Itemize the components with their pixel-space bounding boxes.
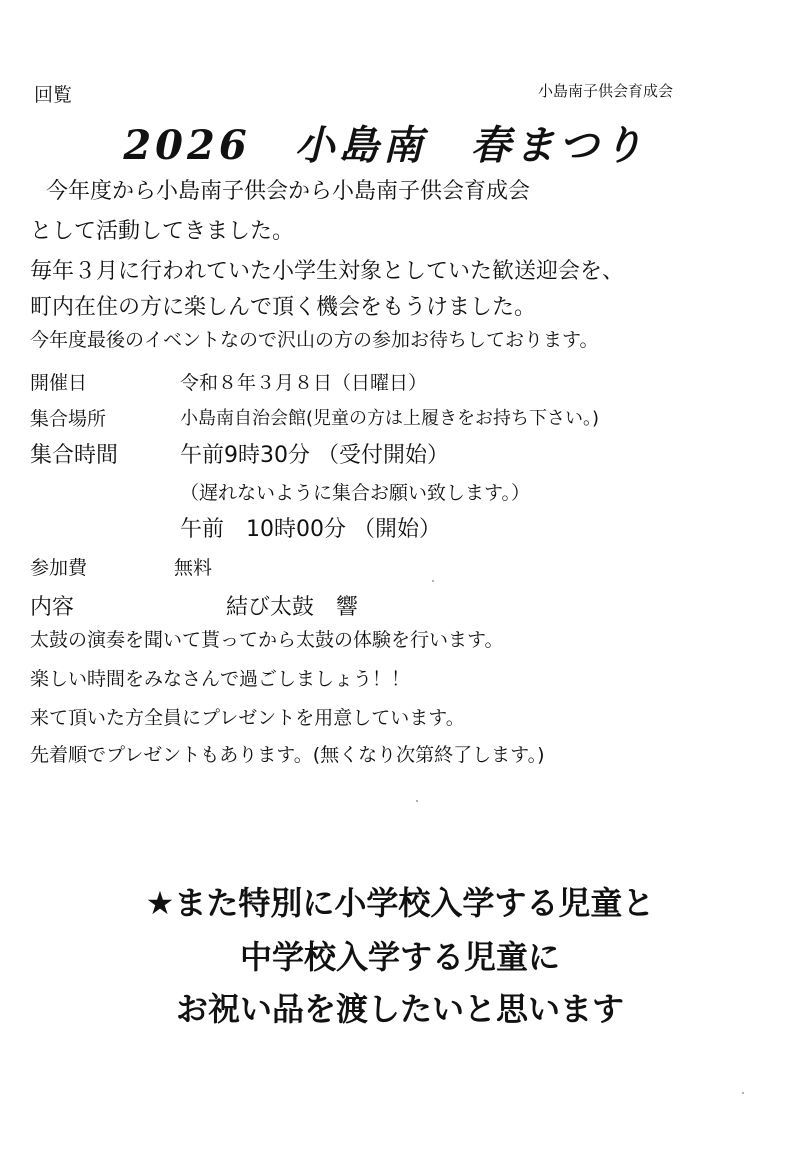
- scan-speck: [432, 580, 434, 582]
- place-value: 小島南自治会館(児童の方は上履きをお持ち下さい。): [180, 408, 600, 429]
- fee-label: 参加費: [30, 557, 88, 579]
- note-line-1: 太鼓の演奏を聞いて貰ってから太鼓の体験を行います。: [30, 629, 504, 651]
- time-label: 集合時間: [30, 443, 119, 468]
- intro-line-1: 今年度から小島南子供会から小島南子供会育成会: [46, 179, 531, 204]
- scan-speck: [416, 800, 418, 802]
- time-note: （遅れないように集合お願い致します。）: [180, 482, 530, 504]
- scan-speck: [742, 1092, 744, 1094]
- intro-line-2: として活動してきました。: [30, 219, 295, 244]
- circular-notice-label: 回覧: [34, 84, 73, 106]
- page-title: 2026 小島南 春まつり: [123, 122, 647, 169]
- place-label: 集合場所: [30, 408, 107, 430]
- special-notice-line-3: お祝い品を渡したいと思います: [175, 990, 624, 1028]
- special-notice-line-2: 中学校入学する児童に: [239, 938, 560, 976]
- content-label: 内容: [30, 595, 75, 620]
- intro-line-5: 今年度最後のイベントなので沢山の方の参加お待ちしております。: [30, 329, 599, 351]
- time-value: 午前9時30分 （受付開始）: [180, 443, 449, 468]
- date-label: 開催日: [30, 372, 88, 394]
- content-value: 結び太鼓 響: [226, 595, 359, 620]
- note-line-2: 楽しい時間をみなさんで過ごしましょう！！: [30, 668, 411, 690]
- date-value: 令和８年３月８日（日曜日）: [180, 372, 428, 394]
- fee-value: 無料: [174, 557, 213, 579]
- start-time-value: 午前 10時00分 （開始）: [180, 517, 441, 542]
- intro-line-4: 町内在住の方に楽しんで頂く機会をもうけました。: [30, 295, 537, 320]
- organization-name: 小島南子供会育成会: [538, 82, 674, 100]
- special-notice-line-1: ★また特別に小学校入学する児童と: [145, 884, 655, 922]
- note-line-3: 来て頂いた方全員にプレゼントを用意しています。: [30, 707, 465, 729]
- note-line-4: 先着順でプレゼントもあります。(無くなり次第終了します。): [30, 744, 545, 766]
- intro-line-3: 毎年３月に行われていた小学生対象としていた歓送迎会を、: [30, 259, 625, 284]
